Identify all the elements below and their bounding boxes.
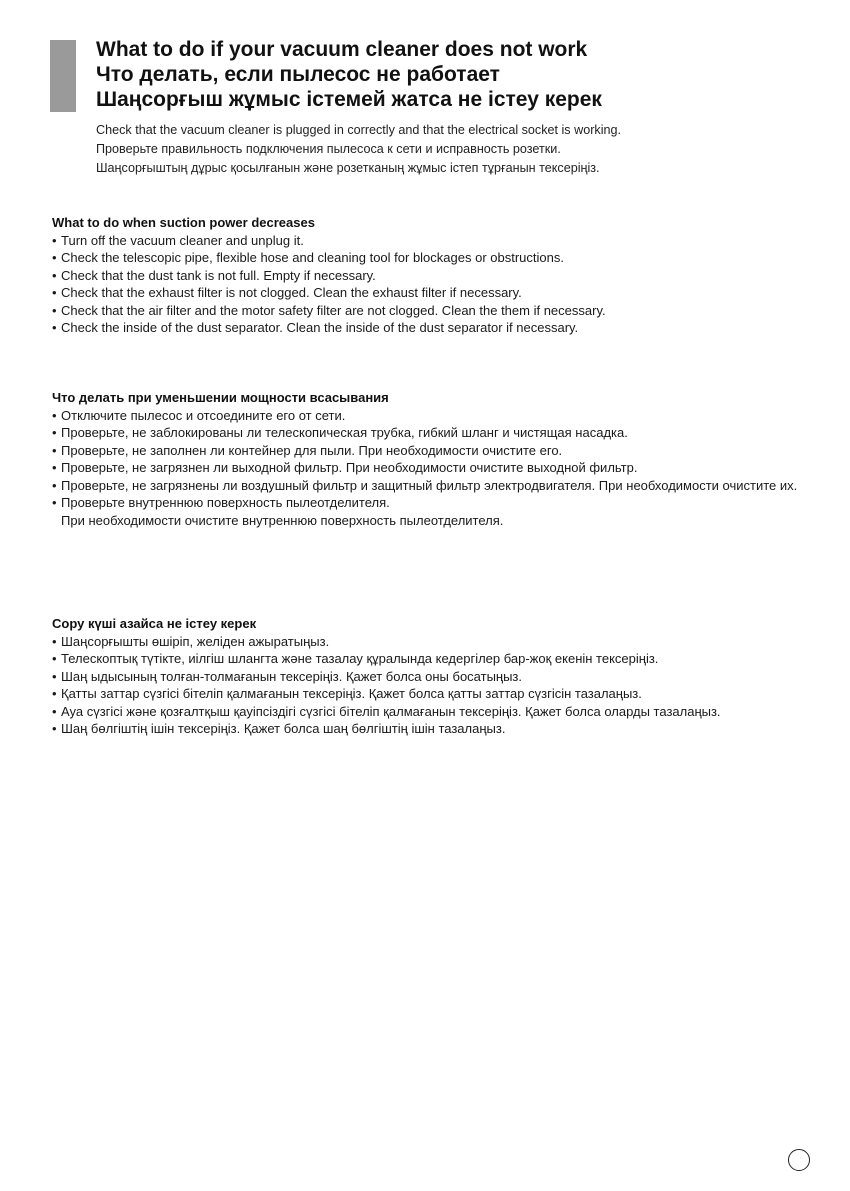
list-item: • Check that the exhaust filter is not clogged. Clean the exhaust filter if necessary.	[52, 284, 812, 302]
list-item: • Шаң бөлгіштің ішін тексеріңіз. Қажет болса шаң бөлгіштің ішін тазалаңыз.	[52, 720, 812, 738]
intro-block	[96, 121, 621, 178]
section-english	[52, 214, 812, 337]
list-russian	[52, 407, 812, 530]
intro-kazakh: Шаңсорғыштың дұрыс қосылғанын және розетканың жұмыс істеп тұрғанын тексеріңіз.	[96, 161, 600, 175]
intro-russian: Проверьте правильность подключения пылесоса к сети и исправность розетки.	[96, 142, 561, 156]
list-item: • Проверьте, не заполнен ли контейнер для пыли. При необходимости очистите его.	[52, 442, 812, 460]
list-item: • Ауа сүзгісі және қозғалтқыш қауіпсіздігі сүзгісі бітеліп қалмағанын тексеріңіз. Қажет болса оларды тазалаңыз.	[52, 703, 812, 721]
list-item: • Шаң ыдысының толған-толмағанын тексеріңіз. Қажет болса оны босатыңыз.	[52, 668, 812, 686]
section-kazakh	[52, 615, 812, 738]
list-item: • Check that the dust tank is not full. Empty if necessary.	[52, 267, 812, 285]
title-english: What to do if your vacuum cleaner does not work	[96, 38, 588, 61]
list-item: • Check that the air filter and the motor safety filter are not clogged. Clean the them if necessary.	[52, 302, 812, 320]
list-item: • Проверьте, не загрязнены ли воздушный фильтр и защитный фильтр электродвигателя. При необходимости очистите их.	[52, 477, 812, 495]
list-item: • Проверьте, не заблокированы ли телескопическая трубка, гибкий шланг и чистящая насадка.	[52, 424, 812, 442]
section-russian	[52, 389, 812, 530]
page-number-circle	[788, 1149, 810, 1171]
list-item: • Check the inside of the dust separator. Clean the inside of the dust separator if necessary.	[52, 319, 812, 337]
title-russian: Что делать, если пылесос не работает	[96, 63, 500, 86]
section-heading-russian: Что делать при уменьшении мощности всасывания	[52, 390, 389, 405]
section-marker-bar	[50, 40, 76, 112]
list-kazakh	[52, 633, 812, 739]
list-item-continuation: При необходимости очистите внутреннюю поверхность пылеотделителя.	[61, 513, 504, 529]
list-item: • Check the telescopic pipe, flexible hose and cleaning tool for blockages or obstructions.	[52, 249, 812, 267]
list-item: • Отключите пылесос и отсоедините его от сети.	[52, 407, 812, 425]
list-item: • Телескоптық түтікте, иілгіш шлангта және тазалау құралында кедергілер бар-жоқ екенін тексеріңіз.	[52, 650, 812, 668]
list-item: • Turn off the vacuum cleaner and unplug it.	[52, 232, 812, 250]
section-heading-english: What to do when suction power decreases	[52, 215, 315, 230]
title-kazakh: Шаңсорғыш жұмыс істемей жатса не істеу керек	[96, 88, 602, 111]
list-item: • Проверьте внутреннюю поверхность пылеотделителя.	[52, 494, 812, 512]
list-item: • Проверьте, не загрязнен ли выходной фильтр. При необходимости очистите выходной фильтр.	[52, 459, 812, 477]
intro-english: Check that the vacuum cleaner is plugged in correctly and that the electrical socket is working.	[96, 123, 622, 137]
page-header	[96, 37, 602, 112]
section-heading-kazakh: Сору күші азайса не істеу керек	[52, 616, 257, 631]
list-english	[52, 232, 812, 338]
list-item: • Қатты заттар сүзгісі бітеліп қалмағанын тексеріңіз. Қажет болса қатты заттар сүзгісін тазалаңыз.	[52, 685, 812, 703]
list-item: • Шаңсорғышты өшіріп, желіден ажыратыңыз.	[52, 633, 812, 651]
